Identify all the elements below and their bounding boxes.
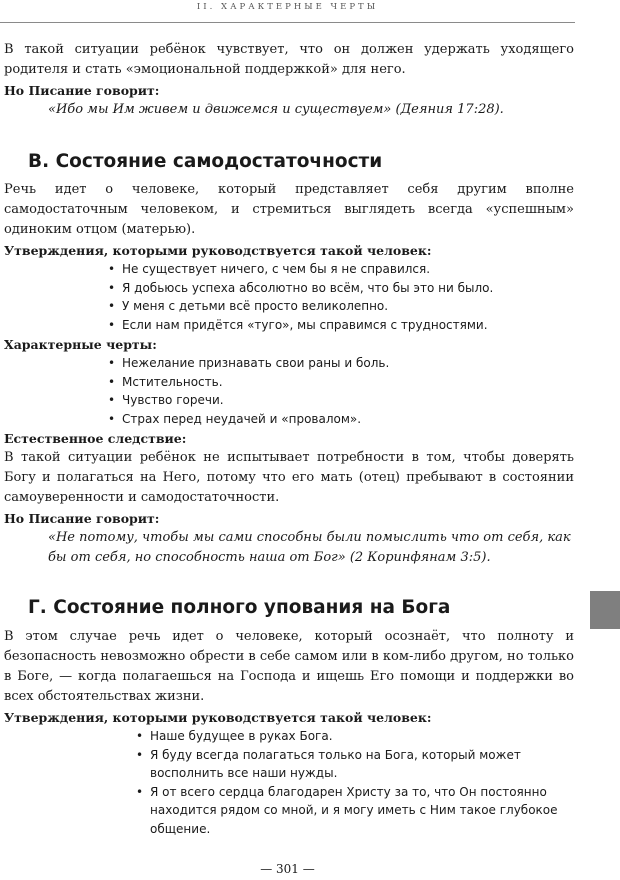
list-item bbox=[106, 297, 574, 316]
section-b-traits-list bbox=[4, 354, 574, 428]
bullet-icon: • bbox=[108, 317, 116, 332]
list-item bbox=[106, 260, 574, 279]
section-b-quote-ref: (2 Коринфянам 3:5). bbox=[349, 550, 491, 565]
list-item bbox=[106, 316, 574, 335]
section-b-statements-label: Утверждения, которыми руководствуется такой человек: bbox=[4, 243, 432, 258]
intro-scripture-label: Но Писание говорит: bbox=[4, 83, 160, 98]
section-g-paragraph: В этом случае речь идет о человеке, который осознаёт, что полноту и безопасность невозможно обрести в себе самом или в ком-либо другом, но только в Боге, — когда полагаешься на Господа и ищешь Его помощи и поддержки во всех обстоятельствах жизни. bbox=[4, 629, 574, 704]
section-b-paragraph: Речь идет о человеке, который представляет себя другим вполне самодостаточным человеком, и стремиться выглядеть всегда «успешным» одиноким отцом (матерью). bbox=[4, 182, 574, 237]
list-item bbox=[134, 783, 574, 839]
bullet-icon: • bbox=[108, 393, 116, 407]
list-item bbox=[134, 746, 574, 783]
running-header bbox=[0, 0, 575, 23]
list-item bbox=[134, 727, 574, 746]
section-b-quote bbox=[48, 528, 574, 568]
list-item bbox=[106, 279, 574, 298]
page-body bbox=[4, 40, 574, 838]
list-item-text: Страх перед неудачей и «провалом». bbox=[122, 411, 362, 426]
section-b-statements-list bbox=[4, 260, 574, 334]
list-item-text: Я буду всегда полагаться только на Бога, который может восполнить все наши нужды. bbox=[150, 747, 521, 780]
section-b-traits-label: Характерные черты: bbox=[4, 337, 157, 352]
list-item-text: Я добьюсь успеха абсолютно во всём, что бы это ни было. bbox=[122, 280, 494, 295]
list-item-text: Нежелание признавать свои раны и боль. bbox=[122, 356, 390, 370]
bullet-icon: • bbox=[108, 262, 116, 276]
page-number: — 301 — bbox=[260, 862, 315, 876]
section-g-statements-list bbox=[4, 727, 574, 838]
bullet-icon: • bbox=[136, 747, 144, 762]
list-item-text: Если нам придётся «туго», мы справимся с трудностями. bbox=[122, 317, 488, 332]
bullet-icon: • bbox=[108, 299, 116, 313]
intro-quote-text: «Ибо мы Им живем и движемся и существуем» bbox=[48, 102, 392, 117]
list-item-text: Мстительность. bbox=[122, 374, 223, 389]
list-item-text: Я от всего сердца благодарен Христу за то, что Он постоянно находится рядом со мной, и я могу иметь с Ним такое глубокое общение. bbox=[150, 784, 558, 836]
section-b-quote-text: «Не потому, чтобы мы сами способны были помыслить что от себя, как бы от себя, но способность наша от Бог» bbox=[48, 530, 571, 565]
section-b-consequence-label: Естественное следствие: bbox=[4, 431, 187, 446]
list-item bbox=[106, 354, 574, 373]
list-item bbox=[106, 373, 574, 392]
running-title: II. ХАРАКТЕРНЫЕ ЧЕРТЫ bbox=[196, 2, 379, 12]
list-item-text: Наше будущее в руках Бога. bbox=[150, 729, 333, 743]
list-item-text: Не существует ничего, с чем бы я не справился. bbox=[122, 262, 431, 276]
intro-quote bbox=[48, 100, 574, 120]
bullet-icon: • bbox=[108, 356, 116, 370]
bullet-icon: • bbox=[108, 411, 116, 426]
section-g-statements-label: Утверждения, которыми руководствуется такой человек: bbox=[4, 710, 432, 725]
list-item-text: Чувство горечи. bbox=[122, 393, 224, 407]
bullet-icon: • bbox=[108, 374, 116, 389]
section-b-heading: В. Состояние самодостаточности bbox=[28, 151, 383, 172]
section-b-consequence: В такой ситуации ребёнок не испытывает потребности в том, чтобы доверять Богу и полагаться на Него, потому что его мать (отец) пребывают в состоянии самоуверенности и самодостаточности. bbox=[4, 450, 574, 505]
list-item bbox=[106, 391, 574, 410]
section-b-scripture-label: Но Писание говорит: bbox=[4, 511, 160, 526]
intro-paragraph: В такой ситуации ребёнок чувствует, что он должен удержать уходящего родителя и стать «эмоциональной поддержкой» для него. bbox=[4, 42, 574, 77]
list-item-text: У меня с детьми всё просто великолепно. bbox=[122, 299, 389, 313]
list-item bbox=[106, 410, 574, 429]
bullet-icon: • bbox=[108, 280, 116, 295]
bullet-icon: • bbox=[136, 729, 144, 743]
chapter-thumb-tab bbox=[590, 591, 620, 629]
section-g-heading: Г. Состояние полного упования на Бога bbox=[28, 597, 451, 618]
intro-quote-ref: (Деяния 17:28). bbox=[395, 102, 504, 117]
bullet-icon: • bbox=[136, 784, 144, 799]
